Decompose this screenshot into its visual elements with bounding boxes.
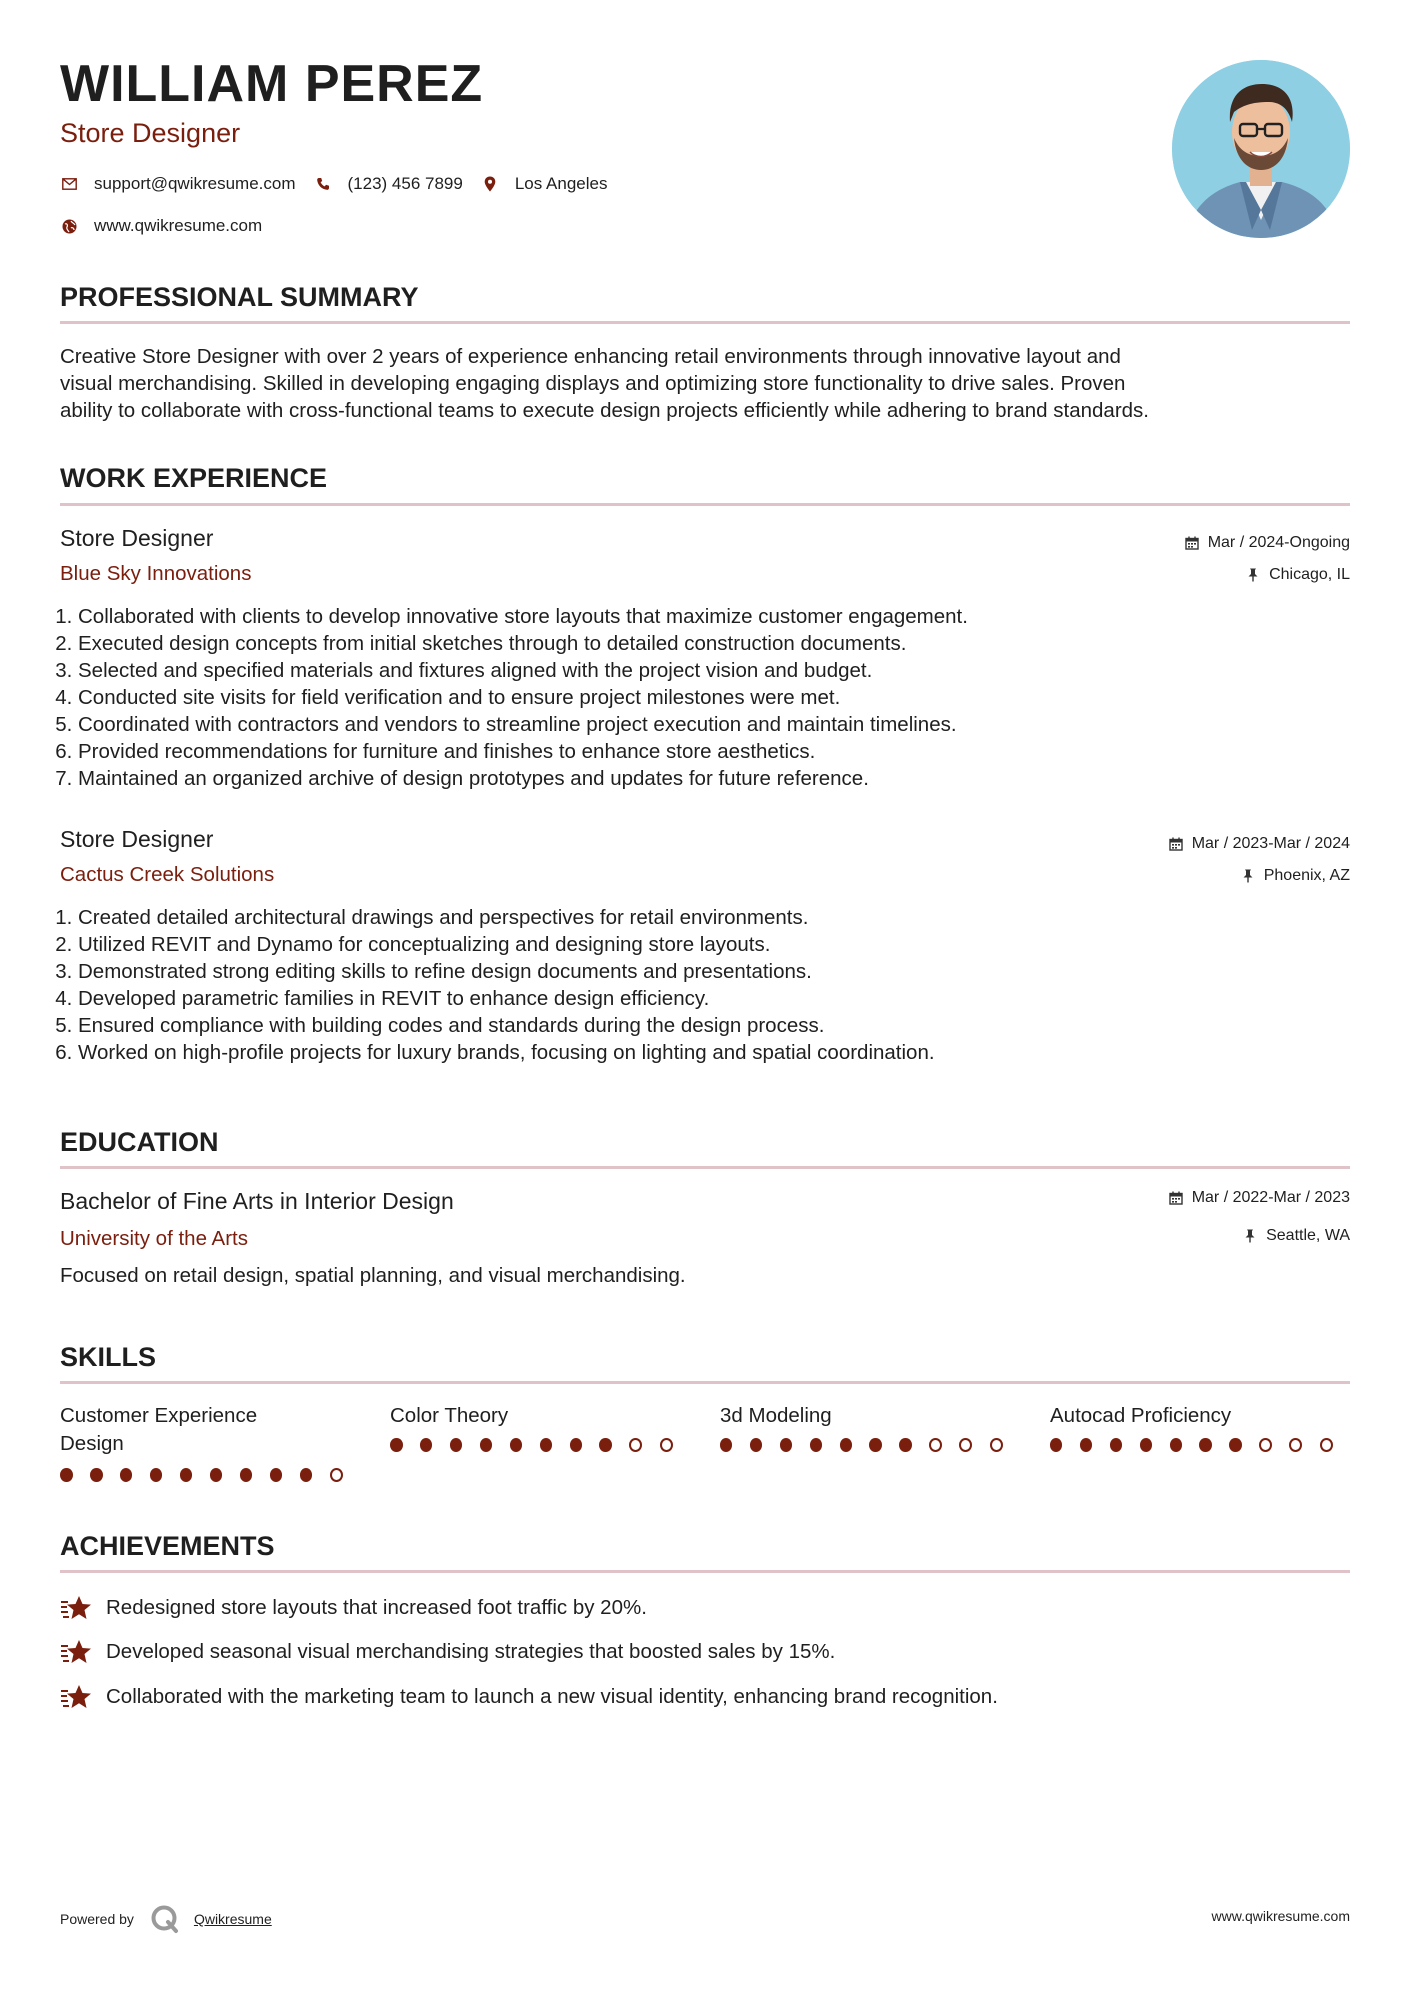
contact-info bbox=[60, 174, 625, 236]
skill-name: Color Theory bbox=[390, 1404, 509, 1427]
pushpin-icon bbox=[1240, 868, 1256, 884]
contact-location: Los Angeles bbox=[481, 174, 608, 194]
job-duties-list bbox=[60, 904, 1348, 1066]
contact-email[interactable]: support@qwikresume.com bbox=[60, 174, 296, 194]
rating-dot-filled bbox=[300, 1468, 313, 1482]
rating-dot-filled bbox=[510, 1438, 523, 1452]
contact-website[interactable]: www.qwikresume.com bbox=[60, 216, 262, 236]
achievement-item: Redesigned store layouts that increased foot traffic by 20%. bbox=[60, 1594, 647, 1622]
education-dates: Mar / 2022-Mar / 2023 bbox=[1168, 1190, 1350, 1206]
rating-dot-filled bbox=[450, 1438, 463, 1452]
rating-dot-empty bbox=[660, 1438, 673, 1452]
list-item: 3. Demonstrated strong editing skills to refine design documents and presentations. bbox=[78, 958, 1348, 985]
list-item: 5. Coordinated with contractors and vendors to streamline project execution and maintain timelines. bbox=[78, 711, 1348, 738]
company-name: Cactus Creek Solutions bbox=[60, 863, 275, 886]
skill-item bbox=[60, 1402, 360, 1482]
rating-dot-filled bbox=[180, 1468, 193, 1482]
job-dates: Mar / 2023-Mar / 2024 bbox=[1168, 836, 1350, 852]
resume-page bbox=[60, 0, 1350, 1990]
job-title: Store Designer bbox=[60, 826, 214, 852]
list-item: 1. Created detailed architectural drawings and perspectives for retail environments. bbox=[78, 904, 1348, 931]
rating-dot-filled bbox=[1140, 1438, 1152, 1452]
pushpin-icon bbox=[1245, 567, 1261, 583]
rating-dot-filled bbox=[1050, 1438, 1062, 1452]
list-item: 2. Utilized REVIT and Dynamo for conceptualizing and designing store layouts. bbox=[78, 931, 1348, 958]
rating-dot-filled bbox=[150, 1468, 163, 1482]
rating-dot-filled bbox=[270, 1468, 283, 1482]
skill-rating bbox=[60, 1468, 360, 1482]
rating-dot-filled bbox=[810, 1438, 822, 1452]
rating-dot-empty bbox=[1259, 1438, 1272, 1452]
section-divider bbox=[60, 1166, 1350, 1169]
star-achievement-icon bbox=[60, 1594, 92, 1622]
list-item: 2. Executed design concepts from initial sketches through to detailed construction documents. bbox=[78, 630, 1348, 657]
rating-dot-filled bbox=[840, 1438, 852, 1452]
rating-dot-filled bbox=[240, 1468, 253, 1482]
rating-dot-filled bbox=[540, 1438, 553, 1452]
section-divider bbox=[60, 503, 1350, 506]
calendar-icon bbox=[1184, 535, 1200, 551]
job-duties-list bbox=[60, 603, 1348, 792]
rating-dot-filled bbox=[780, 1438, 792, 1452]
rating-dot-filled bbox=[869, 1438, 881, 1452]
summary-text: Creative Store Designer with over 2 years of experience enhancing retail environments through innovative layout and visual merchandising. Skilled in developing engaging displays and optimizing store functionality to drive sales. Proven ability to collaborate with cross-functional teams to execute design projects efficiently while adhering to brand standards. bbox=[60, 345, 1149, 422]
list-item: 6. Provided recommendations for furniture and finishes to enhance store aesthetics. bbox=[78, 738, 1348, 765]
school-name: University of the Arts bbox=[60, 1227, 248, 1250]
qwikresume-logo-icon bbox=[150, 1904, 180, 1934]
section-heading-education: EDUCATION bbox=[60, 1127, 219, 1157]
skill-name: Customer Experience Design bbox=[60, 1404, 258, 1455]
rating-dot-empty bbox=[330, 1468, 343, 1482]
rating-dot-filled bbox=[899, 1438, 911, 1452]
skill-name: Autocad Proficiency bbox=[1050, 1404, 1232, 1427]
star-achievement-icon bbox=[60, 1683, 92, 1711]
rating-dot-empty bbox=[1289, 1438, 1302, 1452]
job-location: Chicago, IL bbox=[1245, 567, 1350, 583]
rating-dot-filled bbox=[390, 1438, 403, 1452]
rating-dot-filled bbox=[1080, 1438, 1092, 1452]
rating-dot-filled bbox=[90, 1468, 103, 1482]
skill-rating bbox=[1050, 1438, 1350, 1452]
rating-dot-filled bbox=[420, 1438, 433, 1452]
phone-icon bbox=[314, 175, 332, 193]
rating-dot-filled bbox=[570, 1438, 583, 1452]
degree-title: Bachelor of Fine Arts in Interior Design bbox=[60, 1188, 454, 1214]
qwikresume-link[interactable]: Qwikresume bbox=[193, 1911, 272, 1927]
profile-photo bbox=[1172, 60, 1350, 238]
envelope-icon bbox=[60, 175, 78, 193]
skill-rating bbox=[720, 1438, 1020, 1452]
list-item: 6. Worked on high-profile projects for luxury brands, focusing on lighting and spatial coordination. bbox=[78, 1039, 1348, 1066]
company-name: Blue Sky Innovations bbox=[60, 562, 252, 585]
star-achievement-icon bbox=[60, 1638, 92, 1666]
contact-phone[interactable]: (123) 456 7899 bbox=[314, 174, 463, 194]
rating-dot-filled bbox=[480, 1438, 493, 1452]
list-item: 4. Developed parametric families in REVIT to enhance design efficiency. bbox=[78, 985, 1348, 1012]
map-pin-icon bbox=[481, 175, 499, 193]
rating-dot-empty bbox=[929, 1438, 942, 1452]
rating-dot-filled bbox=[1199, 1438, 1211, 1452]
pushpin-icon bbox=[1242, 1228, 1258, 1244]
rating-dot-filled bbox=[720, 1438, 732, 1452]
skill-item bbox=[720, 1402, 1020, 1452]
achievement-item: Collaborated with the marketing team to launch a new visual identity, enhancing brand recognition. bbox=[60, 1683, 998, 1711]
education-description: Focused on retail design, spatial planning, and visual merchandising. bbox=[60, 1264, 686, 1287]
list-item: 1. Collaborated with clients to develop innovative store layouts that maximize customer engagement. bbox=[78, 603, 1348, 630]
rating-dot-filled bbox=[1229, 1438, 1241, 1452]
rating-dot-filled bbox=[599, 1438, 612, 1452]
candidate-name: WILLIAM PEREZ bbox=[60, 55, 484, 113]
section-heading-achievements: ACHIEVEMENTS bbox=[60, 1531, 275, 1561]
job-location: Phoenix, AZ bbox=[1240, 868, 1350, 884]
footer-powered-by: Powered by Qwikresume bbox=[60, 1904, 272, 1934]
section-divider bbox=[60, 1381, 1350, 1384]
section-heading-summary: PROFESSIONAL SUMMARY bbox=[60, 282, 419, 312]
list-item: 4. Conducted site visits for field verification and to ensure project milestones were met. bbox=[78, 684, 1348, 711]
skill-item bbox=[1050, 1402, 1350, 1452]
rating-dot-empty bbox=[1320, 1438, 1333, 1452]
achievement-item: Developed seasonal visual merchandising strategies that boosted sales by 15%. bbox=[60, 1638, 835, 1666]
calendar-icon bbox=[1168, 836, 1184, 852]
globe-icon bbox=[60, 217, 78, 235]
rating-dot-filled bbox=[60, 1468, 73, 1482]
rating-dot-empty bbox=[990, 1438, 1003, 1452]
rating-dot-filled bbox=[1170, 1438, 1182, 1452]
rating-dot-empty bbox=[959, 1438, 972, 1452]
footer-url[interactable]: www.qwikresume.com bbox=[1211, 1908, 1350, 1924]
list-item: 7. Maintained an organized archive of design prototypes and updates for future reference. bbox=[78, 765, 1348, 792]
list-item: 3. Selected and specified materials and fixtures aligned with the project vision and budget. bbox=[78, 657, 1348, 684]
rating-dot-filled bbox=[120, 1468, 133, 1482]
skill-rating bbox=[390, 1438, 690, 1452]
candidate-title: Store Designer bbox=[60, 118, 241, 148]
job-title: Store Designer bbox=[60, 525, 214, 551]
rating-dot-empty bbox=[629, 1438, 642, 1452]
section-heading-experience: WORK EXPERIENCE bbox=[60, 463, 328, 493]
job-dates: Mar / 2024-Ongoing bbox=[1184, 535, 1350, 551]
section-divider bbox=[60, 1570, 1350, 1573]
calendar-icon bbox=[1168, 1190, 1184, 1206]
section-divider bbox=[60, 321, 1350, 324]
list-item: 5. Ensured compliance with building codes and standards during the design process. bbox=[78, 1012, 1348, 1039]
section-heading-skills: SKILLS bbox=[60, 1342, 157, 1372]
rating-dot-filled bbox=[750, 1438, 762, 1452]
education-location: Seattle, WA bbox=[1242, 1228, 1350, 1244]
skill-name: 3d Modeling bbox=[720, 1404, 832, 1427]
rating-dot-filled bbox=[1110, 1438, 1122, 1452]
skill-item bbox=[390, 1402, 690, 1452]
rating-dot-filled bbox=[210, 1468, 223, 1482]
